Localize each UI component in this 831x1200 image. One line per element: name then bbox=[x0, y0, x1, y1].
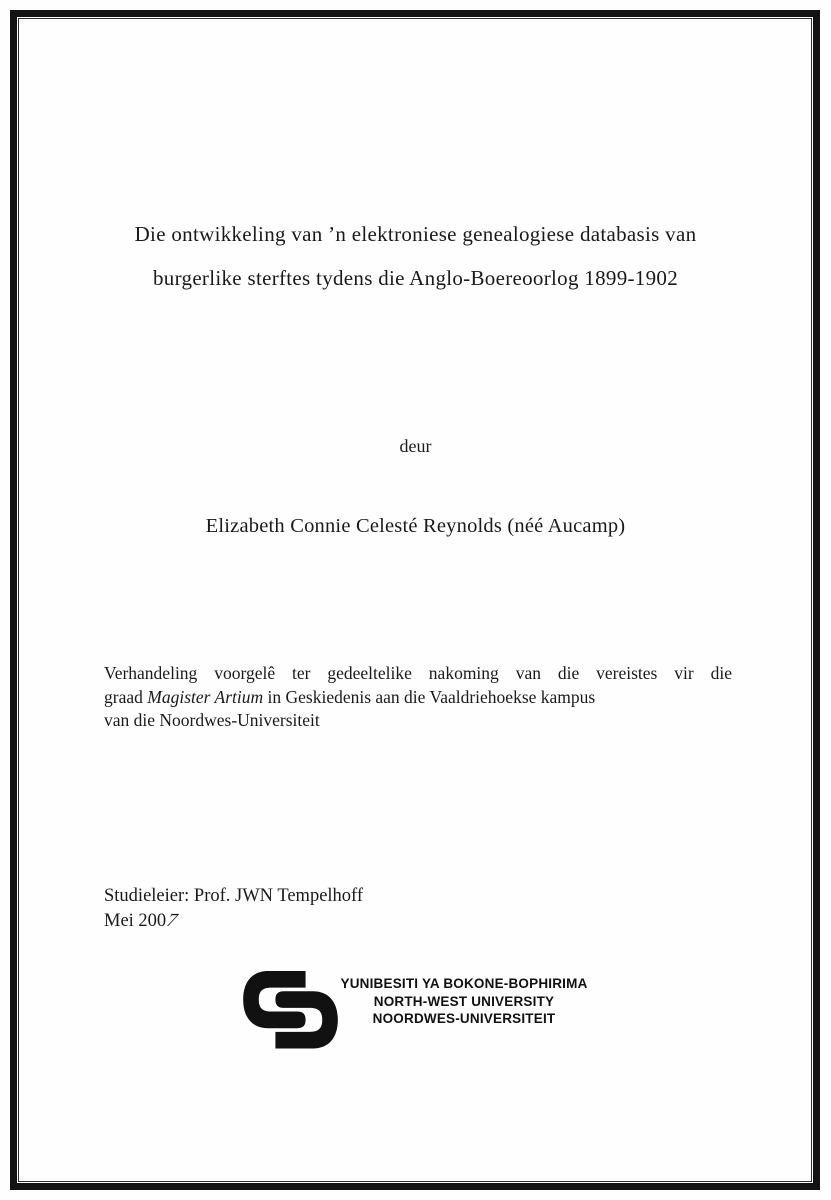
byline-preposition: deur bbox=[399, 436, 432, 456]
nwu-logo-mark-icon bbox=[243, 971, 338, 1049]
date-last-digit: 7 bbox=[162, 910, 182, 931]
degree-name: Magister Artium bbox=[147, 686, 264, 707]
supervisor-and-date bbox=[104, 884, 363, 933]
submission-line3: van die Noordwes-Universiteit bbox=[104, 710, 320, 730]
thesis-title-line2: burgerlike sterftes tydens die Anglo-Boereoorlog 1899-1902 bbox=[153, 266, 678, 290]
logo-text-setswana: YUNIBESITI YA BOKONE-BOPHIRIMA bbox=[340, 976, 588, 991]
thesis-title bbox=[0, 212, 831, 300]
university-logo-text bbox=[340, 975, 587, 1028]
date-prefix: Mei 200 bbox=[104, 910, 167, 931]
university-logo bbox=[0, 971, 831, 1049]
thesis-title-line1: Die ontwikkeling van ’n elektroniese genealogiese databasis van bbox=[134, 222, 697, 246]
submission-statement bbox=[104, 662, 732, 733]
date-line bbox=[104, 909, 363, 934]
submission-line2-suffix: in Geskiedenis aan die Vaaldriehoekse kampus bbox=[263, 686, 596, 707]
submission-line1: Verhandeling voorgelê ter gedeeltelike nakoming van die vereistes vir die bbox=[104, 663, 732, 683]
logo-text-afrikaans: NOORDWES-UNIVERSITEIT bbox=[372, 1011, 556, 1027]
author-name: Elizabeth Connie Celesté Reynolds (néé Aucamp) bbox=[205, 515, 626, 537]
logo-text-english: NORTH-WEST UNIVERSITY bbox=[373, 993, 555, 1009]
submission-line2-prefix: graad bbox=[104, 686, 148, 707]
submission-line2 bbox=[104, 686, 732, 710]
supervisor-line: Studieleier: Prof. JWN Tempelhoff bbox=[104, 886, 364, 906]
